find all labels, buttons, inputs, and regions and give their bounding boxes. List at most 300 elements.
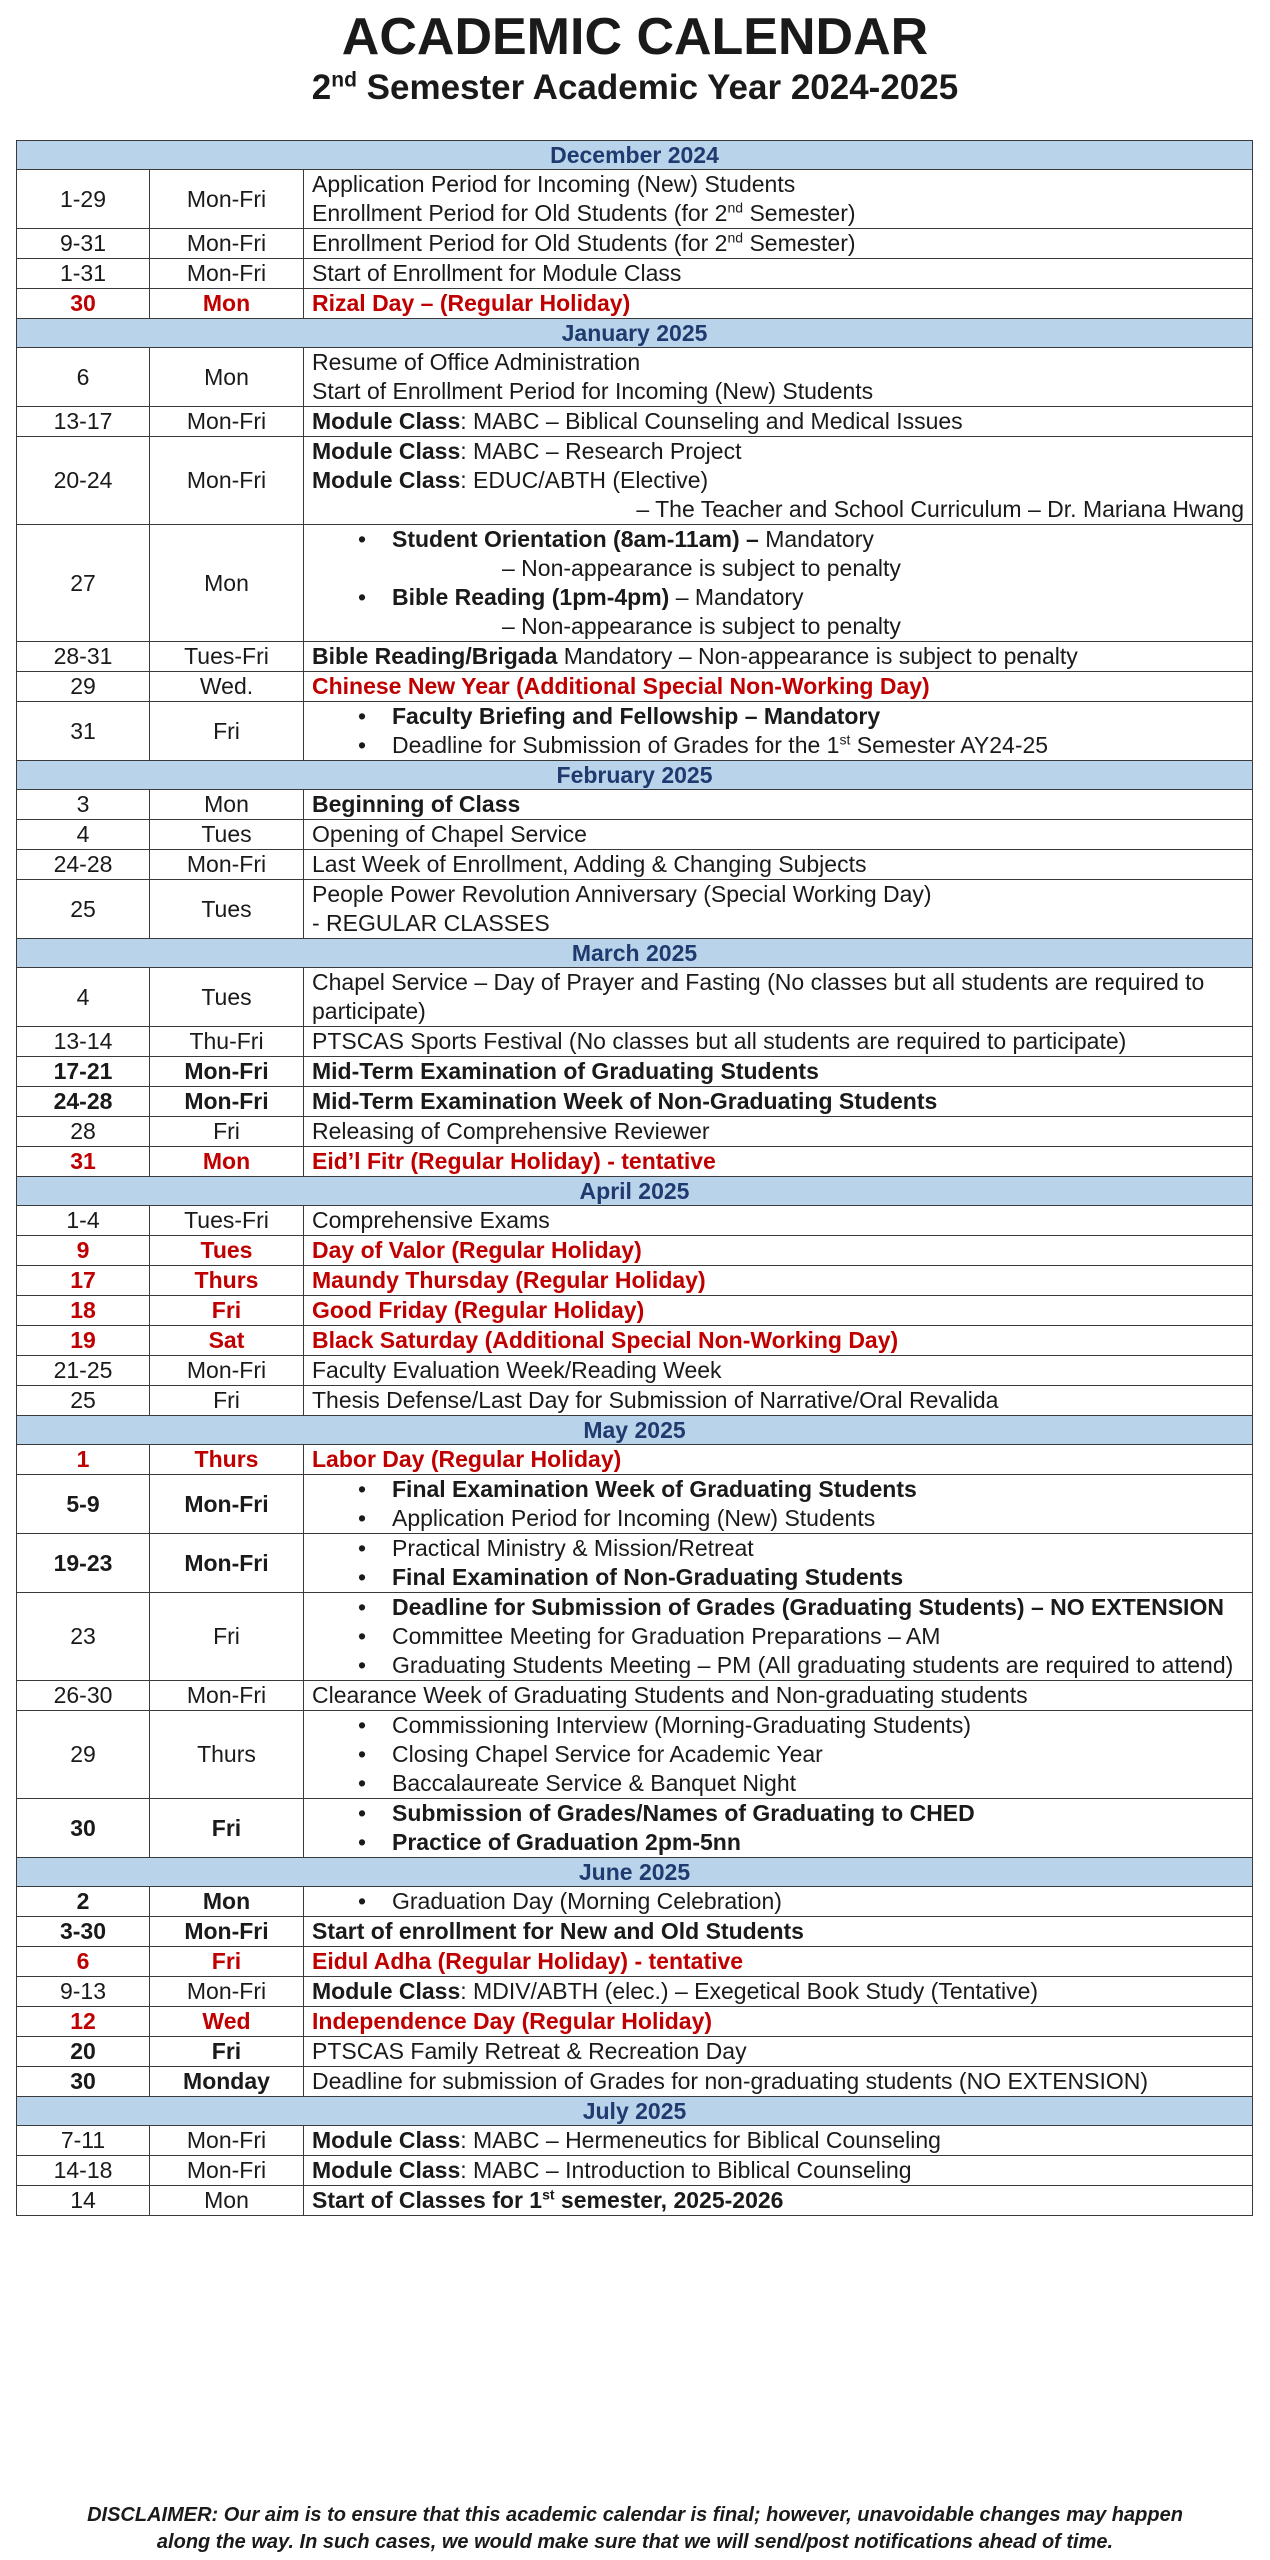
row-event [304, 1087, 1253, 1117]
bold-text: semester, 2025-2026 [554, 2187, 784, 2213]
row-day: Sat [150, 1326, 304, 1356]
row-date: 7-11 [17, 2126, 150, 2156]
line-text: Deadline for Submission of Grades for the 1 [392, 732, 840, 758]
row-day: Mon-Fri [150, 1057, 304, 1087]
event-line [312, 407, 1244, 436]
row-event [304, 2126, 1253, 2156]
bold-text: Practice of Graduation 2pm-5nn [392, 1829, 741, 1855]
line-text: Maundy Thursday (Regular Holiday) [312, 1267, 706, 1293]
calendar-row [17, 1887, 1253, 1917]
calendar-row [17, 1296, 1253, 1326]
line-text: Semester AY24-25 [850, 732, 1049, 758]
row-event [304, 525, 1253, 642]
row-date: 25 [17, 880, 150, 939]
row-date: 30 [17, 2067, 150, 2097]
row-event [304, 2007, 1253, 2037]
month-header-row [17, 2097, 1253, 2126]
row-event [304, 1917, 1253, 1947]
row-date: 12 [17, 2007, 150, 2037]
row-day: Tues [150, 1236, 304, 1266]
event-line [312, 495, 1244, 524]
calendar-row [17, 790, 1253, 820]
calendar-row [17, 1681, 1253, 1711]
row-date: 5-9 [17, 1475, 150, 1534]
month-header: June 2025 [17, 1858, 1253, 1887]
bold-text: Module Class [312, 438, 461, 464]
calendar-row [17, 1445, 1253, 1475]
semester-ordinal-suffix: nd [331, 68, 357, 92]
calendar-row [17, 525, 1253, 642]
line-text: Deadline for submission of Grades for non-graduating students (NO EXTENSION) [312, 2068, 1149, 2094]
event-line [312, 289, 1244, 318]
line-text: Mandatory [758, 526, 874, 552]
line-text: – The Teacher and School Curriculum – Dr. Mariana Hwang [636, 496, 1245, 522]
calendar-row [17, 2037, 1253, 2067]
ordinal-suffix: nd [727, 229, 744, 246]
row-event [304, 1445, 1253, 1475]
ordinal-suffix: st [839, 731, 851, 748]
row-day: Tues [150, 880, 304, 939]
bulleted-line [312, 1711, 1244, 1740]
row-event [304, 1027, 1253, 1057]
row-date: 3-30 [17, 1917, 150, 1947]
row-date: 20 [17, 2037, 150, 2067]
row-event [304, 1977, 1253, 2007]
holiday-text: Chinese New Year (Additional Special Non-Working Day) [312, 673, 930, 699]
row-event [304, 2037, 1253, 2067]
line-text: Day of Valor (Regular Holiday) [312, 1237, 642, 1263]
row-day: Fri [150, 1386, 304, 1416]
row-event [304, 1236, 1253, 1266]
calendar-row [17, 1977, 1253, 2007]
calendar-row [17, 672, 1253, 702]
row-date: 19-23 [17, 1534, 150, 1593]
row-day: Mon [150, 1147, 304, 1177]
event-line [312, 348, 1244, 377]
row-day: Fri [150, 2037, 304, 2067]
calendar-row [17, 642, 1253, 672]
line-text: Thesis Defense/Last Day for Submission of Narrative/Oral Revalida [312, 1387, 999, 1413]
row-event [304, 642, 1253, 672]
row-day: Tues [150, 968, 304, 1027]
calendar-row [17, 1206, 1253, 1236]
line-text: Comprehensive Exams [312, 1207, 550, 1233]
event-line [312, 1296, 1244, 1325]
row-event [304, 1057, 1253, 1087]
calendar-row [17, 2007, 1253, 2037]
month-header-row [17, 1177, 1253, 1206]
calendar-row [17, 1087, 1253, 1117]
row-event [304, 407, 1253, 437]
line-text: Start of Enrollment Period for Incoming (New) Students [312, 378, 874, 404]
subtitle-rest: Semester Academic Year 2024-2025 [356, 68, 959, 107]
event-line [312, 612, 1244, 641]
row-event [304, 259, 1253, 289]
event-line [312, 1206, 1244, 1235]
disclaimer-line-1: Our aim is to ensure that this academic calendar is final; however, unavoidable changes may happen [218, 2504, 1183, 2526]
bulleted-line [312, 1887, 1244, 1916]
bulleted-line [312, 1534, 1244, 1563]
row-date: 9 [17, 1236, 150, 1266]
row-day: Mon [150, 525, 304, 642]
bold-text: Final Examination Week of Graduating Students [392, 1476, 917, 1502]
row-day: Mon-Fri [150, 1356, 304, 1386]
event-line [312, 466, 1244, 495]
row-event [304, 2186, 1253, 2216]
calendar-row [17, 289, 1253, 319]
event-line [312, 672, 1244, 701]
row-day: Mon [150, 790, 304, 820]
month-header: January 2025 [17, 319, 1253, 348]
bold-text: Faculty Briefing and Fellowship – Mandatory [392, 703, 881, 729]
month-header-row [17, 761, 1253, 790]
event-line [312, 1681, 1244, 1710]
row-day: Mon-Fri [150, 2126, 304, 2156]
calendar-row [17, 1386, 1253, 1416]
row-day: Thu-Fri [150, 1027, 304, 1057]
event-line [312, 259, 1244, 288]
event-line [312, 2007, 1244, 2036]
month-header: February 2025 [17, 761, 1253, 790]
calendar-row [17, 229, 1253, 259]
line-text: Graduating Students Meeting – PM (All graduating students are required to attend) [392, 1652, 1234, 1678]
row-date: 24-28 [17, 850, 150, 880]
bold-text: Module Class [312, 2157, 461, 2183]
line-text: Eid’l Fitr (Regular Holiday) - tentative [312, 1148, 716, 1174]
row-date: 4 [17, 968, 150, 1027]
line-text: PTSCAS Family Retreat & Recreation Day [312, 2038, 747, 2064]
row-day: Thurs [150, 1445, 304, 1475]
line-text: Releasing of Comprehensive Reviewer [312, 1118, 710, 1144]
calendar-row [17, 1236, 1253, 1266]
row-date: 1-31 [17, 259, 150, 289]
row-day: Fri [150, 702, 304, 761]
line-text: Baccalaureate Service & Banquet Night [392, 1770, 797, 1796]
line-text: Eidul Adha (Regular Holiday) - tentative [312, 1948, 744, 1974]
bulleted-line [312, 583, 1244, 612]
event-line [312, 437, 1244, 466]
row-date: 1 [17, 1445, 150, 1475]
row-date: 1-29 [17, 170, 150, 229]
line-text: Semester) [743, 200, 856, 226]
row-event [304, 850, 1253, 880]
calendar-row [17, 2186, 1253, 2216]
bold-text: Deadline for Submission of Grades (Graduating Students) – NO EXTENSION [392, 1594, 1224, 1620]
row-day: Fri [150, 1593, 304, 1681]
line-text: Semester) [743, 230, 856, 256]
disclaimer-line-2: along the way. In such cases, we would make sure that we will send/post notifications ahead of time. [156, 2531, 1114, 2553]
line-text: Closing Chapel Service for Academic Year [392, 1741, 823, 1767]
row-event [304, 1534, 1253, 1593]
line-text: Rizal Day – (Regular Holiday) [312, 290, 631, 316]
calendar-row [17, 348, 1253, 407]
event-line [312, 1117, 1244, 1146]
line-text: Mandatory – Non-appearance is subject to penalty [557, 643, 1078, 669]
disclaimer [0, 2502, 1270, 2556]
event-line [312, 1356, 1244, 1385]
row-date: 2 [17, 1887, 150, 1917]
row-event [304, 1206, 1253, 1236]
calendar-row [17, 1356, 1253, 1386]
month-header-row [17, 141, 1253, 170]
row-day: Mon-Fri [150, 407, 304, 437]
bold-text: Module Class [312, 2127, 461, 2153]
row-date: 9-31 [17, 229, 150, 259]
bold-text: Student Orientation (8am-11am) – [392, 526, 759, 552]
row-day: Mon-Fri [150, 850, 304, 880]
row-event [304, 1386, 1253, 1416]
row-date: 30 [17, 289, 150, 319]
row-date: 4 [17, 820, 150, 850]
line-text: – Mandatory [669, 584, 804, 610]
line-text: Enrollment Period for Old Students (for 2 [312, 200, 728, 226]
bulleted-line [312, 731, 1244, 760]
event-line [312, 1326, 1244, 1355]
row-date: 27 [17, 525, 150, 642]
month-header-row [17, 939, 1253, 968]
event-line [312, 1027, 1244, 1056]
calendar-row [17, 259, 1253, 289]
row-date: 14-18 [17, 2156, 150, 2186]
line-text: – Non-appearance is subject to penalty [502, 613, 901, 639]
month-header: April 2025 [17, 1177, 1253, 1206]
row-day: Mon-Fri [150, 259, 304, 289]
row-date: 31 [17, 702, 150, 761]
line-text: Committee Meeting for Graduation Preparations – AM [392, 1623, 941, 1649]
row-date: 29 [17, 1711, 150, 1799]
line-text: : MDIV/ABTH (elec.) – Exegetical Book Study (Tentative) [460, 1978, 1039, 2004]
line-text: Enrollment Period for Old Students (for 2 [312, 230, 728, 256]
calendar-row [17, 1147, 1253, 1177]
calendar-row [17, 437, 1253, 525]
bold-text: Final Examination of Non-Graduating Students [392, 1564, 904, 1590]
disclaimer-label: DISCLAIMER: [87, 2504, 219, 2526]
row-date: 9-13 [17, 1977, 150, 2007]
row-date: 17-21 [17, 1057, 150, 1087]
bold-text: Bible Reading (1pm-4pm) [392, 584, 670, 610]
row-day: Mon-Fri [150, 1681, 304, 1711]
row-date: 6 [17, 348, 150, 407]
calendar-row [17, 2156, 1253, 2186]
event-line [312, 554, 1244, 583]
page-subtitle [0, 66, 1270, 110]
row-date: 6 [17, 1947, 150, 1977]
event-line [312, 1147, 1244, 1176]
row-event [304, 348, 1253, 407]
calendar-row [17, 407, 1253, 437]
row-event [304, 2067, 1253, 2097]
event-line [312, 2037, 1244, 2066]
event-line [312, 880, 1244, 909]
row-event [304, 1266, 1253, 1296]
calendar-row [17, 1593, 1253, 1681]
row-event [304, 1681, 1253, 1711]
calendar-row [17, 1117, 1253, 1147]
row-event [304, 820, 1253, 850]
month-header: March 2025 [17, 939, 1253, 968]
calendar-row [17, 968, 1253, 1027]
row-event [304, 2156, 1253, 2186]
line-text: Chapel Service – Day of Prayer and Fasting (No classes but all students are required to participate) [312, 969, 1205, 1024]
line-text: Labor Day (Regular Holiday) [312, 1446, 622, 1472]
line-text: Faculty Evaluation Week/Reading Week [312, 1357, 722, 1383]
line-text: : MABC – Introduction to Biblical Counseling [460, 2157, 912, 2183]
calendar-row [17, 1326, 1253, 1356]
calendar-row [17, 1947, 1253, 1977]
event-line [312, 642, 1244, 671]
row-day: Wed. [150, 672, 304, 702]
bulleted-line [312, 1740, 1244, 1769]
row-date: 20-24 [17, 437, 150, 525]
calendar-row [17, 2067, 1253, 2097]
line-text: Application Period for Incoming (New) Students [312, 171, 796, 197]
row-day: Tues-Fri [150, 1206, 304, 1236]
row-day: Fri [150, 1799, 304, 1858]
bulleted-line [312, 1651, 1244, 1680]
row-day: Mon [150, 348, 304, 407]
row-event [304, 1593, 1253, 1681]
event-line [312, 229, 1244, 258]
row-event [304, 170, 1253, 229]
row-day: Mon-Fri [150, 1977, 304, 2007]
event-line [312, 850, 1244, 879]
month-header: May 2025 [17, 1416, 1253, 1445]
row-event [304, 702, 1253, 761]
bulleted-line [312, 702, 1244, 731]
calendar-row [17, 2126, 1253, 2156]
calendar-row [17, 820, 1253, 850]
row-day: Mon-Fri [150, 229, 304, 259]
row-day: Mon-Fri [150, 437, 304, 525]
row-event [304, 1887, 1253, 1917]
bold-text: Module Class [312, 467, 461, 493]
line-text: Independence Day (Regular Holiday) [312, 2008, 713, 2034]
row-date: 18 [17, 1296, 150, 1326]
row-day: Mon-Fri [150, 1534, 304, 1593]
row-event [304, 1475, 1253, 1534]
event-line [312, 820, 1244, 849]
row-date: 19 [17, 1326, 150, 1356]
row-event [304, 1799, 1253, 1858]
event-line [312, 790, 1244, 819]
row-day: Tues-Fri [150, 642, 304, 672]
row-event [304, 1947, 1253, 1977]
line-text: Opening of Chapel Service [312, 821, 587, 847]
line-text: Commissioning Interview (Morning-Graduating Students) [392, 1712, 972, 1738]
row-event [304, 672, 1253, 702]
event-line [312, 2156, 1244, 2185]
calendar-row [17, 1057, 1253, 1087]
row-day: Mon-Fri [150, 1475, 304, 1534]
bulleted-line [312, 1799, 1244, 1828]
event-line [312, 1947, 1244, 1976]
event-line [312, 1266, 1244, 1295]
academic-calendar-table [16, 140, 1253, 2216]
event-line [312, 2126, 1244, 2155]
calendar-row [17, 1917, 1253, 1947]
event-line [312, 199, 1244, 228]
row-date: 14 [17, 2186, 150, 2216]
line-text: Graduation Day (Morning Celebration) [392, 1888, 782, 1914]
row-day: Mon-Fri [150, 1087, 304, 1117]
row-day: Wed [150, 2007, 304, 2037]
row-date: 31 [17, 1147, 150, 1177]
event-line [312, 909, 1244, 938]
row-day: Mon-Fri [150, 1917, 304, 1947]
calendar-row [17, 702, 1253, 761]
row-event [304, 289, 1253, 319]
calendar-row [17, 170, 1253, 229]
bold-text: Module Class [312, 408, 461, 434]
event-line [312, 1917, 1244, 1946]
row-event [304, 968, 1253, 1027]
row-day: Fri [150, 1947, 304, 1977]
bulleted-line [312, 525, 1244, 554]
row-event [304, 790, 1253, 820]
row-date: 26-30 [17, 1681, 150, 1711]
row-date: 23 [17, 1593, 150, 1681]
row-event [304, 229, 1253, 259]
line-text: Start of Enrollment for Module Class [312, 260, 682, 286]
row-event [304, 1356, 1253, 1386]
row-day: Mon [150, 1887, 304, 1917]
ordinal-suffix: nd [727, 199, 744, 216]
line-text: – Non-appearance is subject to penalty [502, 555, 901, 581]
line-text: Resume of Office Administration [312, 349, 641, 375]
bold-text: Module Class [312, 1978, 461, 2004]
row-day: Fri [150, 1117, 304, 1147]
event-line [312, 1087, 1244, 1116]
calendar-row [17, 1534, 1253, 1593]
row-date: 28-31 [17, 642, 150, 672]
line-text: Mid-Term Examination of Graduating Students [312, 1058, 819, 1084]
line-text: PTSCAS Sports Festival (No classes but all students are required to participate) [312, 1028, 1127, 1054]
bold-text: Beginning of Class [312, 791, 521, 817]
bold-text: Bible Reading/Brigada [312, 643, 558, 669]
line-text: Start of enrollment for New and Old Students [312, 1918, 804, 1944]
month-header-row [17, 1858, 1253, 1887]
row-event [304, 880, 1253, 939]
event-line [312, 1445, 1244, 1474]
row-day: Mon [150, 289, 304, 319]
row-day: Monday [150, 2067, 304, 2097]
row-day: Mon [150, 2186, 304, 2216]
line-text: : MABC – Research Project [460, 438, 742, 464]
event-line [312, 1057, 1244, 1086]
line-text: - REGULAR CLASSES [312, 910, 550, 936]
row-date: 13-14 [17, 1027, 150, 1057]
month-header: December 2024 [17, 141, 1253, 170]
calendar-body [17, 141, 1253, 2216]
row-date: 24-28 [17, 1087, 150, 1117]
row-day: Mon-Fri [150, 2156, 304, 2186]
row-date: 25 [17, 1386, 150, 1416]
line-text: Black Saturday (Additional Special Non-Working Day) [312, 1327, 899, 1353]
row-day: Thurs [150, 1711, 304, 1799]
bulleted-line [312, 1622, 1244, 1651]
ordinal-suffix: st [542, 2186, 555, 2203]
row-event [304, 1296, 1253, 1326]
bold-text: Submission of Grades/Names of Graduating to CHED [392, 1800, 975, 1826]
bulleted-line [312, 1475, 1244, 1504]
row-day: Mon-Fri [150, 170, 304, 229]
row-day: Fri [150, 1296, 304, 1326]
month-header: July 2025 [17, 2097, 1253, 2126]
event-line [312, 1386, 1244, 1415]
bold-text: Start of Classes for 1 [312, 2187, 543, 2213]
event-line [312, 170, 1244, 199]
row-event [304, 1326, 1253, 1356]
